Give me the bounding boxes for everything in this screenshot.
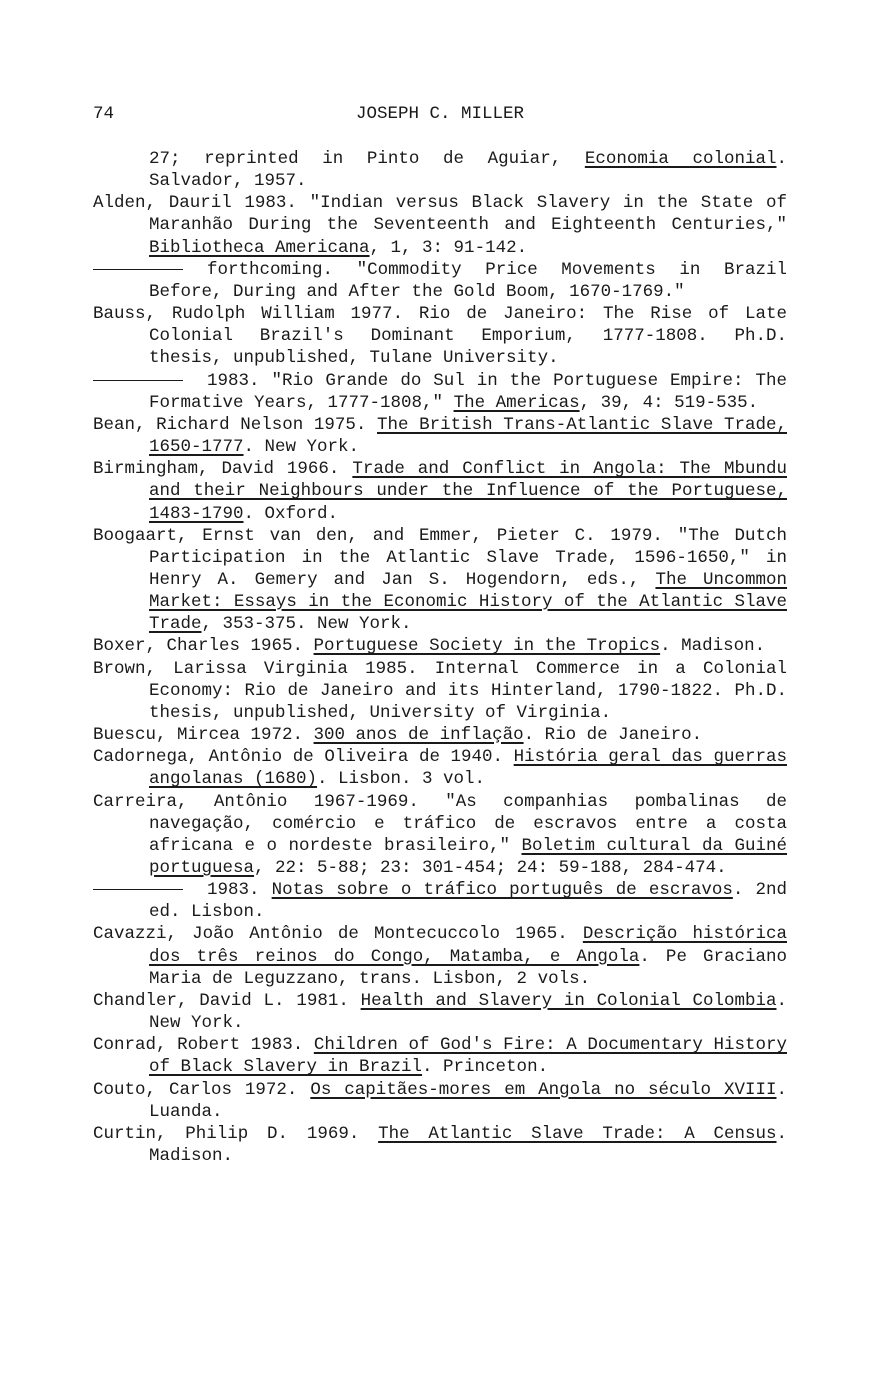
reference-text: Curtin, Philip D. 1969. [93,1123,379,1144]
reference-text: . Madison. [149,1123,788,1167]
reference-title: Descrição histórica dos três reinos do Congo, Matamba, e Angola [149,924,787,967]
reference-entry [93,1123,787,1167]
reference-entry [93,746,787,790]
reference-text: . Luanda. [149,1079,787,1122]
reference-entry [93,923,787,989]
reference-text: forthcoming. "Commodity Price Movements in Brazil Before, During and After the Gold Boom, 1670-1769." [149,259,787,302]
reference-text: . Salvador, 1957. [149,149,788,192]
reference-entry [93,370,787,414]
reference-title: Notas sobre o tráfico português de escravos [271,880,733,901]
reference-title: História geral das guerras angolanas (1680) [149,747,787,790]
reference-entry [93,192,787,258]
reference-entry [93,635,787,657]
reference-title: Children of God's Fire: A Documentary History of Black Slavery in Brazil [149,1035,787,1078]
reference-text: . New York. [149,990,787,1034]
reference-entry [93,724,787,746]
reference-text: Bean, Richard Nelson 1975. [93,414,377,435]
reference-text: Boxer, Charles 1965. [93,636,314,657]
reference-text: , 353-375. New York. [201,614,412,635]
reference-text: Carreira, Antônio 1967-1969. "As companhias pombalinas de navegação, comércio e tráfico de escravos entre a costa africana e o nordeste brasileiro," [93,791,787,856]
reference-entry [93,148,787,192]
reference-text: , 1, 3: 91-142. [369,237,528,258]
reference-text: 27; reprinted in Pinto de Aguiar, [149,149,585,169]
reference-text: . Lisbon. 3 vol. [317,769,486,790]
ditto-rule [93,269,183,270]
reference-text: . Princeton. [422,1057,549,1078]
page-number: 74 [93,104,115,124]
reference-title: Boletim cultural da Guiné portuguesa [149,835,788,878]
reference-title: Health and Slavery in Colonial Colombia [360,990,777,1011]
reference-text: . Madison. [660,636,766,657]
ditto-rule [93,889,183,890]
reference-title: The British Trans-Atlantic Slave Trade, 1650-1777 [149,414,787,458]
reference-text: , 39, 4: 519-535. [579,392,759,413]
reference-entry [93,990,787,1034]
reference-text: . New York. [243,437,360,458]
reference-text: Chandler, David L. 1981. [93,990,361,1011]
reference-title: The Uncommon Market: Essays in the Economic History of the Atlantic Slave Trade [149,569,788,635]
reference-text: 1983. "Rio Grande do Sul in the Portuguese Empire: The Formative Years, 1777-1808," [149,370,787,413]
reference-entry [93,791,787,880]
reference-text: Boogaart, Ernst van den, and Emmer, Pieter C. 1979. "The Dutch Participation in the Atlantic Slave Trade, 1596-1650," in Henry A. Gemery and Jan S. Hogendorn, eds., [93,525,787,590]
reference-title: Trade and Conflict in Angola: The Mbundu and their Neighbours under the Influence of the Portuguese, 1483-1790 [149,459,787,524]
reference-title: The Americas [453,392,580,413]
running-head: JOSEPH C. MILLER [355,104,525,124]
reference-text: . 2nd ed. Lisbon. [149,880,787,923]
reference-text: Cavazzi, João Antônio de Montecuccolo 1965. [93,924,583,945]
reference-text: Brown, Larissa Virginia 1985. Internal Commerce in a Colonial Economy: Rio de Janeiro and its Hinterland, 1790-1822. Ph.D. thesis, unpublished, University of Virginia. [93,658,787,723]
reference-title: Economia colonial [584,149,777,169]
reference-entry [93,303,787,369]
reference-title: Os capitães-mores em Angola no século XVIII [310,1079,777,1100]
reference-title: Bibliotheca Americana [149,237,370,258]
reference-title: Portuguese Society in the Tropics [313,636,661,657]
reference-text: , 22: 5-88; 23: 301-454; 24: 59-188, 284-474. [254,858,727,878]
reference-entry [93,879,787,923]
reference-text: Conrad, Robert 1983. [93,1035,314,1056]
reference-text: . Oxford. [243,503,339,524]
reference-text: 1983. [207,880,272,901]
reference-entry [93,1079,787,1123]
reference-text: Cadornega, Antônio de Oliveira de 1940. [93,747,514,768]
reference-title: The Atlantic Slave Trade: A Census [378,1123,777,1144]
page-header [93,104,787,128]
reference-list [93,148,787,1167]
reference-text: Birmingham, David 1966. [93,459,353,480]
reference-entry [93,525,787,636]
reference-text: . Rio de Janeiro. [523,725,703,746]
reference-text: Bauss, Rudolph William 1977. Rio de Janeiro: The Rise of Late Colonial Brazil's Dominant Emporium, 1777-1808. Ph.D. thesis, unpublished, Tulane University. [93,304,787,369]
reference-text: Couto, Carlos 1972. [93,1079,311,1100]
reference-entry [93,658,787,724]
reference-entry [93,458,787,524]
reference-entry [93,1034,787,1078]
reference-title: 300 anos de inflação [313,725,524,746]
reference-entry [93,414,787,458]
reference-entry [93,259,787,303]
reference-text: Buescu, Mircea 1972. [93,725,314,746]
reference-text: Alden, Dauril 1983. "Indian versus Black Slavery in the State of Maranhão During the Seventeenth and Eighteenth Centuries," [93,193,787,236]
reference-text: . Pe Graciano Maria de Leguzzano, trans. Lisbon, 2 vols. [149,946,787,989]
ditto-rule [93,380,183,381]
